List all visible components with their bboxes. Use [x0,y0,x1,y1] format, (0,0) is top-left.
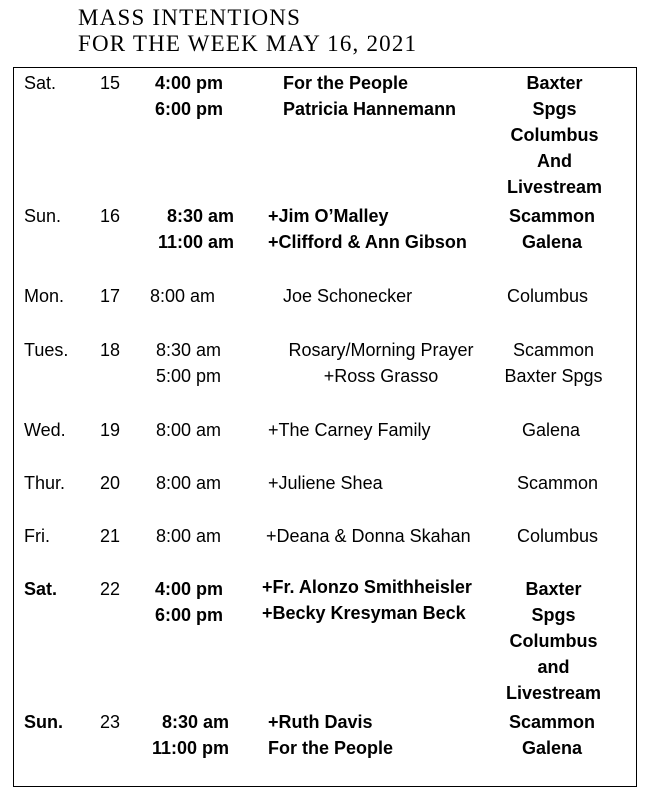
mass-times: 8:30 am 11:00 pm [151,712,229,758]
title-line-2: FOR THE WEEK MAY 16, 2021 [78,31,418,56]
day-label: Sat. [24,73,57,93]
mass-locations: Baxter Spgs Columbus and Livestream [505,579,602,703]
mass-times: 8:00 am [156,473,222,493]
mass-intentions: For the People Patricia Hannemann [283,73,457,119]
mass-intentions: +Juliene Shea [268,473,383,493]
day-label: Thur. [24,473,66,493]
date-label: 16 [100,206,121,226]
day-label: Sun. [24,206,62,226]
day-label: Fri. [24,526,50,546]
mass-intentions: +Jim O’Malley +Clifford & Ann Gibson [268,206,467,252]
day-label: Tues. [24,340,69,360]
day-label: Mon. [24,286,65,306]
mass-times: 4:00 pm 6:00 pm [155,579,224,625]
mass-intentions: +Deana & Donna Skahan [266,526,471,546]
day-label: Wed. [24,420,66,440]
mass-locations: Baxter Spgs Columbus And Livestream [506,73,603,197]
mass-times: 8:30 am 5:00 pm [156,340,222,386]
mass-intentions: +Fr. Alonzo Smithheisler +Becky Kresyman Beck [262,577,472,623]
date-label: 23 [100,712,121,732]
day-label: Sat. [24,579,58,599]
title-line-1: MASS INTENTIONS [78,5,302,30]
date-label: 21 [100,526,121,546]
day-label: Sun. [24,712,63,732]
mass-times: 4:00 pm 6:00 pm [155,73,224,119]
date-label: 19 [100,420,121,440]
mass-locations: Scammon Baxter Spgs [504,340,603,386]
mass-intentions: +The Carney Family [268,420,431,440]
date-label: 15 [100,73,121,93]
mass-locations: Scammon Galena [508,206,596,252]
mass-times: 8:30 am 11:00 am [157,206,234,252]
mass-locations: Scammon Galena [508,712,596,758]
mass-intentions: Joe Schonecker [283,286,413,306]
mass-intentions: +Ruth Davis For the People [268,712,394,758]
date-label: 18 [100,340,121,360]
mass-times: 8:00 am [150,286,216,306]
mass-locations: Scammon [517,473,599,493]
mass-times: 8:00 am [156,420,222,440]
date-label: 20 [100,473,121,493]
mass-locations: Galena [522,420,581,440]
date-label: 17 [100,286,121,306]
mass-times: 8:00 am [156,526,222,546]
mass-intentions: Rosary/Morning Prayer +Ross Grasso [288,340,474,386]
mass-locations: Columbus [507,286,589,306]
mass-locations: Columbus [517,526,599,546]
date-label: 22 [100,579,121,599]
